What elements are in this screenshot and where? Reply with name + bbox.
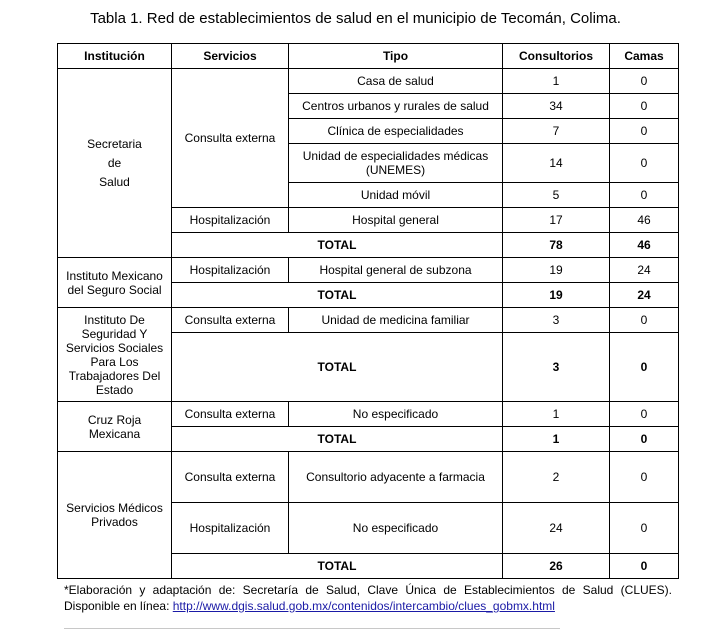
camas-cell: 0: [610, 119, 679, 144]
consultorios-cell: 5: [503, 183, 610, 208]
tipo-cell: Centros urbanos y rurales de salud: [289, 94, 503, 119]
camas-cell: 24: [610, 258, 679, 283]
institution-name-line: de: [107, 155, 122, 170]
total-label: TOTAL: [172, 333, 503, 402]
consultorios-cell: 3: [503, 308, 610, 333]
camas-cell: 0: [610, 69, 679, 94]
consultorios-cell: 2: [503, 452, 610, 503]
table-row: [58, 452, 679, 503]
tipo-cell: Hospital general: [289, 208, 503, 233]
total-label: TOTAL: [172, 233, 503, 258]
service-cell: Hospitalización: [172, 258, 289, 283]
tipo-cell: Unidad móvil: [289, 183, 503, 208]
header-consultorios: Consultorios: [503, 44, 610, 69]
consultorios-cell: 1: [503, 402, 610, 427]
tipo-cell: No especificado: [289, 503, 503, 554]
total-camas: 0: [610, 427, 679, 452]
total-consultorios: 3: [503, 333, 610, 402]
table-row: [58, 258, 679, 283]
service-cell: Consulta externa: [172, 69, 289, 208]
consultorios-cell: 7: [503, 119, 610, 144]
camas-cell: 0: [610, 144, 679, 183]
consultorios-cell: 24: [503, 503, 610, 554]
tipo-cell: Unidad de especialidades médicas (UNEMES): [289, 144, 503, 183]
institution-name-line: Secretaria: [87, 136, 142, 151]
header-institucion: Institución: [58, 44, 172, 69]
institution-cruz-roja: Cruz Roja Mexicana: [58, 402, 172, 452]
tipo-cell: Unidad de medicina familiar: [289, 308, 503, 333]
camas-cell: 0: [610, 308, 679, 333]
header-camas: Camas: [610, 44, 679, 69]
institution-name-line: Salud: [99, 174, 130, 189]
tipo-cell: No especificado: [289, 402, 503, 427]
service-cell: Consulta externa: [172, 402, 289, 427]
total-label: TOTAL: [172, 283, 503, 308]
camas-cell: 0: [610, 183, 679, 208]
total-camas: 46: [610, 233, 679, 258]
consultorios-cell: 34: [503, 94, 610, 119]
footnote-text: *Elaboración y adaptación de: Secretaría de Salud, Clave Única de Establecimientos de Salud (CLUES). Disponible en línea:: [64, 583, 672, 613]
table-caption: Tabla 1. Red de establecimientos de salud en el municipio de Tecomán, Colima.: [90, 10, 621, 27]
camas-cell: 0: [610, 503, 679, 554]
total-label: TOTAL: [172, 554, 503, 579]
consultorios-cell: 14: [503, 144, 610, 183]
institution-ssa: [58, 69, 172, 258]
table-row: [58, 308, 679, 333]
consultorios-cell: 1: [503, 69, 610, 94]
health-facilities-table: [57, 43, 679, 579]
total-label: TOTAL: [172, 427, 503, 452]
total-consultorios: 1: [503, 427, 610, 452]
service-cell: Hospitalización: [172, 503, 289, 554]
service-cell: Consulta externa: [172, 452, 289, 503]
institution-imss: Instituto Mexicano del Seguro Social: [58, 258, 172, 308]
institution-issste: Instituto De Seguridad Y Servicios Sociales Para Los Trabajadores Del Estado: [58, 308, 172, 402]
total-camas: 0: [610, 333, 679, 402]
header-row: [58, 44, 679, 69]
camas-cell: 0: [610, 402, 679, 427]
table-row: [58, 69, 679, 94]
total-camas: 24: [610, 283, 679, 308]
tipo-cell: Consultorio adyacente a farmacia: [289, 452, 503, 503]
total-consultorios: 19: [503, 283, 610, 308]
header-tipo: Tipo: [289, 44, 503, 69]
camas-cell: 0: [610, 94, 679, 119]
total-consultorios: 78: [503, 233, 610, 258]
table-row: [58, 402, 679, 427]
divider: [64, 628, 560, 629]
service-cell: Consulta externa: [172, 308, 289, 333]
tipo-cell: Casa de salud: [289, 69, 503, 94]
camas-cell: 46: [610, 208, 679, 233]
footnote: [64, 582, 672, 614]
clues-link[interactable]: http://www.dgis.salud.gob.mx/contenidos/intercambio/clues_gobmx.html: [172, 599, 555, 613]
camas-cell: 0: [610, 452, 679, 503]
consultorios-cell: 19: [503, 258, 610, 283]
total-consultorios: 26: [503, 554, 610, 579]
total-camas: 0: [610, 554, 679, 579]
consultorios-cell: 17: [503, 208, 610, 233]
service-cell: Hospitalización: [172, 208, 289, 233]
header-servicios: Servicios: [172, 44, 289, 69]
tipo-cell: Clínica de especialidades: [289, 119, 503, 144]
institution-privados: Servicios Médicos Privados: [58, 452, 172, 579]
tipo-cell: Hospital general de subzona: [289, 258, 503, 283]
